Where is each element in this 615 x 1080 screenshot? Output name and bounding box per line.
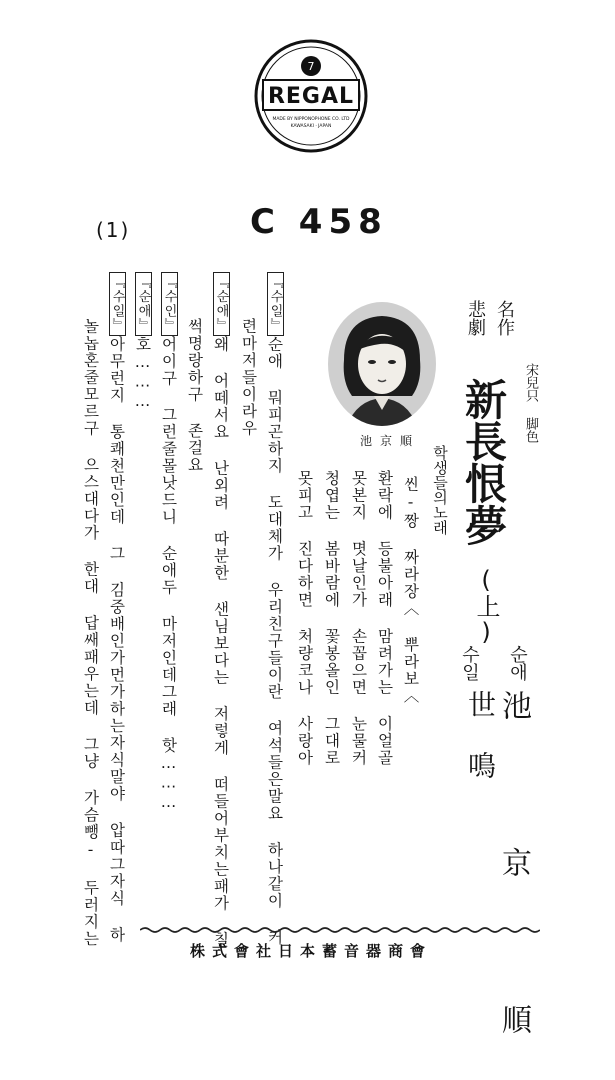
- lyric-line: 씬-짱 짜라장〈 뿌라보〈: [401, 476, 420, 705]
- company-name: 株式會社日本蓄音器商會: [190, 942, 433, 960]
- dialogue-line: 놀놉혼줄모르구 으스대다가 한대 답쌔패우는데 그냥 가슴뺑- 두러지는: [81, 318, 100, 948]
- main-title: 新長恨夢: [459, 378, 508, 546]
- actor-name: 池 京 順: [496, 690, 531, 1080]
- lyric-line: 못본지 몃날인가 손꼽으면 눈물커: [349, 470, 368, 767]
- lyric-line: 환락에 등불아래 맘려가는 이얼골: [375, 470, 394, 767]
- dialogue-line: 『수일』아무런지 통쾌천만인데 그 김중배인가먼가하는자식말야 압따그자식 하: [108, 272, 124, 944]
- dialogue-line: 련마저들이라우: [239, 318, 258, 437]
- side-number: (1): [96, 218, 131, 242]
- speaker-tag: 『수일』: [109, 272, 126, 336]
- speaker-tag: 『순애』: [135, 272, 152, 336]
- dialogue-line: 『수일』순애 뭐피곤하지 도대체가 우리친구들이란 여석들은말요 하나같이 커: [266, 272, 282, 946]
- role-name: 수일: [459, 645, 480, 681]
- author-credit: 宋兒只 脚色: [523, 363, 538, 443]
- lyric-line: 청엽는 봄바람에 꽃봉올인 그대로: [322, 470, 341, 767]
- speaker-tag: 『순애』: [213, 272, 230, 336]
- title-prefix-2: 悲劇: [465, 300, 486, 336]
- brand-name: REGAL: [267, 84, 355, 109]
- title-prefix-1: 名作: [494, 300, 515, 336]
- wavy-rule: [140, 926, 540, 934]
- svg-text:KAWASAKI · JAPAN: KAWASAKI · JAPAN: [290, 124, 332, 129]
- actor-name: 世 鳴: [464, 690, 497, 779]
- actress-portrait: [326, 300, 438, 428]
- part-label: (上): [472, 566, 500, 646]
- svg-text:MADE BY NIPPONOPHONE CO. LTD: MADE BY NIPPONOPHONE CO. LTD: [272, 117, 350, 122]
- catalog-number: C 458: [250, 202, 388, 242]
- dialogue-line: 『수인』어이구 그런줄몰낫드니 순애두 마저인데그래 핫………: [160, 272, 176, 813]
- song-title: 학생들의노래: [431, 445, 449, 535]
- portrait-caption: 池京順: [360, 434, 421, 448]
- dialogue-line: 『순애』왜 어떼서요 난외려 따분한 샌님보다는 저렇게 떠들어부치는패가 칠: [212, 272, 228, 949]
- dialogue-line: 『순애』호………: [134, 272, 150, 412]
- regal-logo: [253, 38, 369, 154]
- lyric-line: 못피고 진다하면 처량코나 사랑아: [295, 470, 314, 767]
- speaker-tag: 『수일』: [267, 272, 284, 336]
- role-name: 순애: [507, 645, 528, 681]
- speaker-tag: 『수인』: [161, 272, 178, 336]
- dialogue-line: 썩명랑하구 존걸요: [185, 318, 204, 474]
- svg-text:7: 7: [307, 60, 315, 73]
